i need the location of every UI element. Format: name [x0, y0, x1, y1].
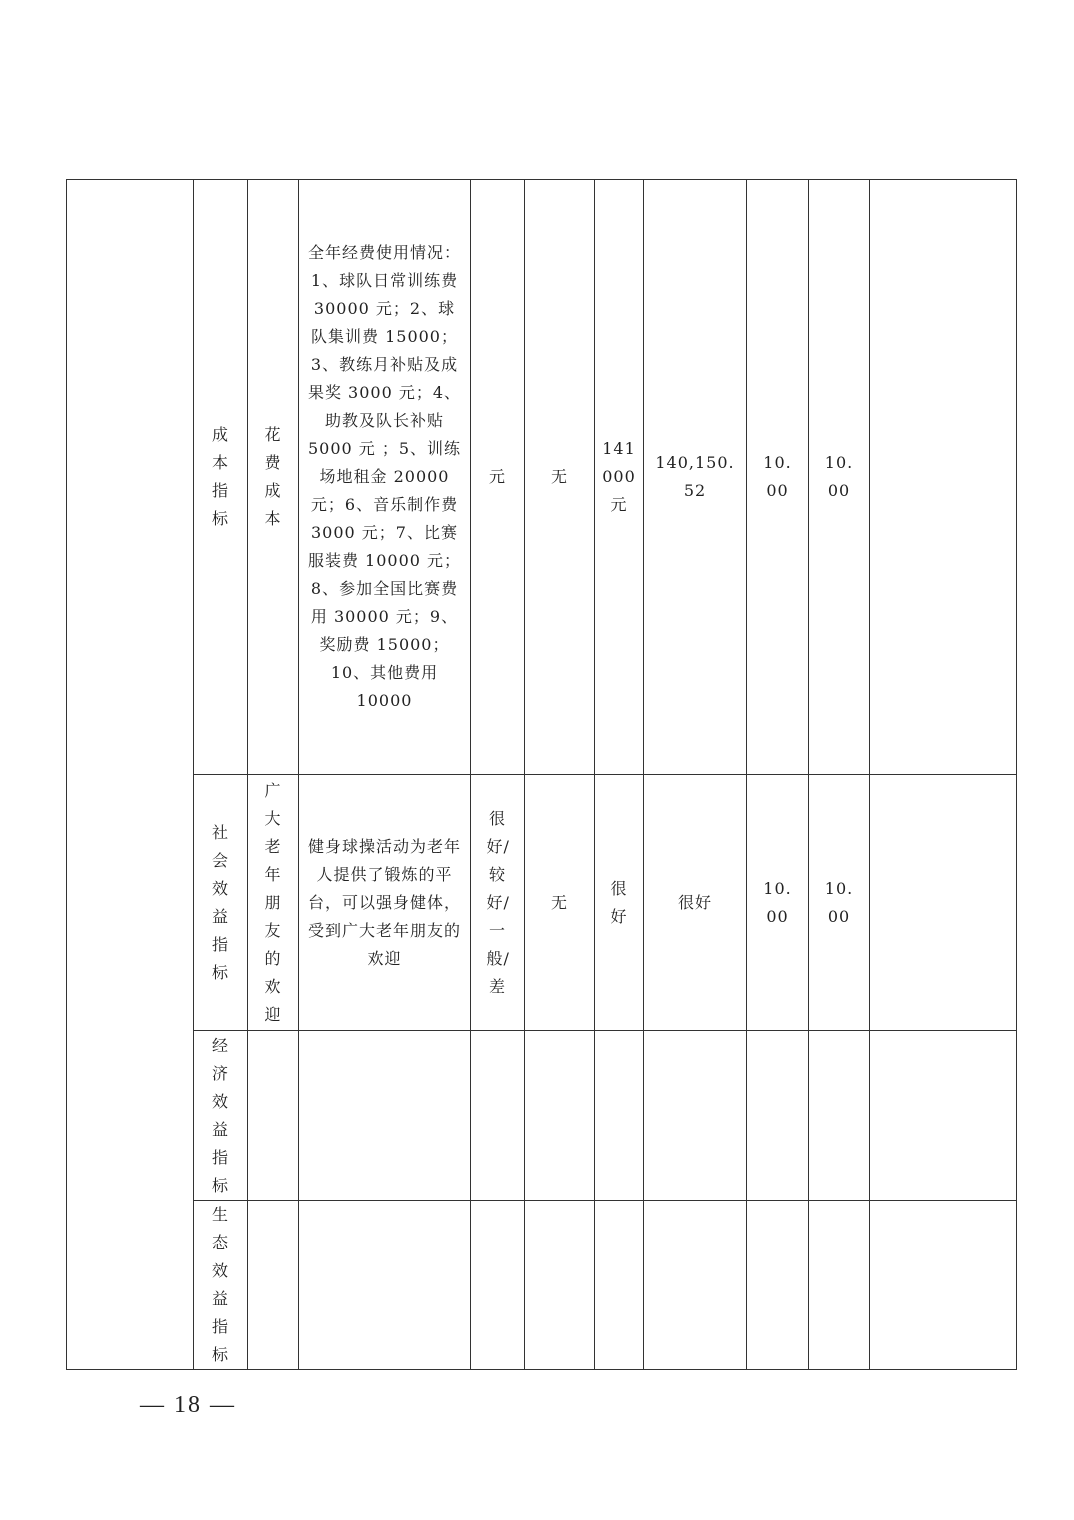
score-text: 10.00	[824, 878, 854, 926]
subindicator-cell	[248, 1031, 299, 1201]
score-cell	[809, 1031, 870, 1201]
target-cell	[595, 1201, 644, 1370]
actual-cell: 很好	[644, 775, 747, 1031]
description-cell	[299, 1201, 471, 1370]
category-text: 生态效益指标	[211, 1205, 229, 1364]
weight-cell	[747, 1031, 809, 1201]
description-cell	[299, 1031, 471, 1201]
actual-cell	[644, 1031, 747, 1201]
table-row	[67, 1201, 1017, 1370]
subindicator-cell	[248, 775, 299, 1031]
category-text: 成本指标	[211, 425, 229, 528]
subindicator-cell	[248, 1201, 299, 1370]
direction-cell: 无	[525, 775, 595, 1031]
unit-cell: 元	[471, 180, 525, 775]
score-cell	[809, 775, 870, 1031]
actual-cell	[644, 180, 747, 775]
description-cell: 健身球操活动为老年人提供了锻炼的平台，可以强身健体，受到广大老年朋友的欢迎	[299, 775, 471, 1031]
description-cell: 全年经费使用情况：1、球队日常训练费 30000 元；2、球队集训费 15000；3、教练月补贴及成果奖 3000 元；4、助教及队长补贴 5000 元 ；5、训练场地租金 20000 元；6、音乐制作费 3000 元；7、比赛服装费 10000 元；8、参加全国比赛费用 30000 元；9、奖励费 15000；10、其他费用 10000	[299, 180, 471, 775]
table-row	[67, 775, 1017, 1031]
remark-cell	[870, 180, 1017, 775]
unit-cell	[471, 1201, 525, 1370]
remark-cell	[870, 1201, 1017, 1370]
actual-text: 140,150.52	[655, 453, 735, 500]
weight-cell	[747, 1201, 809, 1370]
target-text: 141000元	[602, 439, 636, 514]
unit-cell	[471, 1031, 525, 1201]
actual-cell	[644, 1201, 747, 1370]
category-text: 社会效益指标	[211, 822, 229, 982]
target-cell	[595, 180, 644, 775]
target-cell	[595, 1031, 644, 1201]
direction-cell: 无	[525, 180, 595, 775]
table-row	[67, 180, 1017, 775]
category-cell	[194, 1201, 248, 1370]
score-text: 10.00	[824, 453, 854, 500]
category-cell	[194, 1031, 248, 1201]
unit-text: 很好/较好/一般/差	[486, 808, 510, 996]
subindicator-text: 花费成本	[264, 425, 282, 528]
subindicator-cell	[248, 180, 299, 775]
page-number: — 18 —	[140, 1392, 236, 1418]
category-cell	[194, 180, 248, 775]
remark-cell	[870, 1031, 1017, 1201]
weight-cell	[747, 180, 809, 775]
score-cell	[809, 180, 870, 775]
weight-text: 10.00	[763, 453, 792, 500]
target-cell	[595, 775, 644, 1031]
direction-cell	[525, 1201, 595, 1370]
weight-cell	[747, 775, 809, 1031]
score-cell	[809, 1201, 870, 1370]
weight-text: 10.00	[763, 878, 792, 926]
category-cell	[194, 775, 248, 1031]
target-text: 很好	[610, 878, 628, 926]
table-row	[67, 1031, 1017, 1201]
performance-indicator-table	[66, 179, 1017, 1370]
direction-cell	[525, 1031, 595, 1201]
remark-cell	[870, 775, 1017, 1031]
category-text: 经济效益指标	[211, 1035, 229, 1195]
unit-cell	[471, 775, 525, 1031]
level1-indicator-cell	[67, 180, 194, 1370]
subindicator-text: 广大老年朋友的欢迎	[264, 780, 282, 1024]
